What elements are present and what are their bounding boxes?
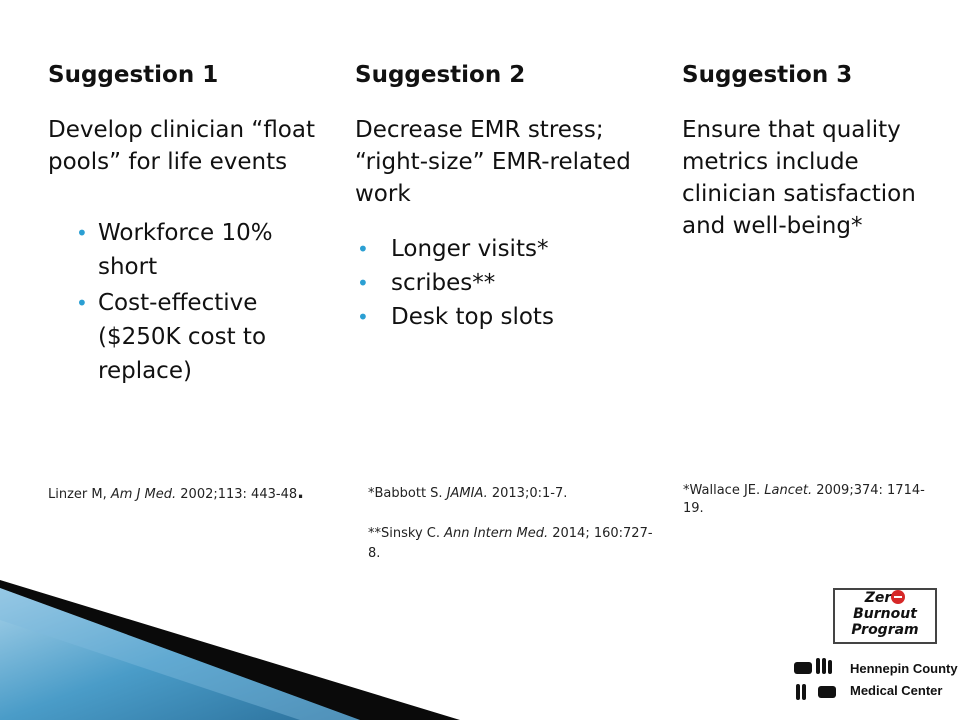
ref-author: *Babbott S. <box>368 486 447 501</box>
suggestion-1-bullets <box>48 216 328 388</box>
ref-citation: 2014; 160:727-8. <box>368 526 653 561</box>
bullet-dot-icon: • <box>357 237 369 261</box>
suggestion-1-column <box>48 58 328 390</box>
ref-journal: JAMIA. <box>446 486 488 501</box>
zero-logo-line3: Program <box>851 622 919 638</box>
zero-logo-line1: Zer <box>835 590 935 606</box>
ref-period: . <box>297 482 304 503</box>
hcmc-logo <box>792 656 958 706</box>
suggestion-2-bullets <box>355 232 645 334</box>
hands-icon <box>792 656 844 706</box>
bullet-text: Workforce 10% short <box>98 220 273 280</box>
hcmc-line2: Medical Center <box>850 683 943 698</box>
ref-author: **Sinsky C. <box>368 526 445 541</box>
hcmc-line1: Hennepin County <box>850 661 958 676</box>
suggestion-3-heading: Suggestion 3 <box>682 62 853 88</box>
footer-swoosh-decoration <box>0 580 460 720</box>
ref-journal: Ann Intern Med. <box>444 526 549 541</box>
reference-1 <box>48 480 318 508</box>
ref-author: Linzer M, <box>48 487 111 502</box>
list-item <box>355 266 645 300</box>
reference-3 <box>683 482 933 518</box>
bullet-text: Longer visits* <box>391 236 549 262</box>
list-item <box>355 232 645 266</box>
zero-logo-line2: Burnout <box>853 606 917 622</box>
zero-burnout-logo <box>833 588 937 644</box>
bullet-dot-icon: • <box>76 221 88 245</box>
bullet-text: Cost-effective ($250K cost to replace) <box>98 290 267 384</box>
hcmc-name <box>850 658 958 702</box>
bullet-dot-icon: • <box>357 271 369 295</box>
do-not-enter-icon <box>891 590 905 604</box>
list-item <box>355 300 645 334</box>
suggestion-2-body: Decrease EMR stress; “right-size” EMR-related work <box>355 117 631 207</box>
suggestion-2-column <box>355 58 645 334</box>
ref-citation: 2013;0:1-7. <box>487 486 568 501</box>
reference-2a <box>368 484 658 504</box>
suggestion-3-column <box>682 58 942 242</box>
suggestion-1-body: Develop clinician “float pools” for life events <box>48 117 315 175</box>
suggestion-3-body: Ensure that quality metrics include clinician satisfaction and well-being* <box>682 117 916 239</box>
reference-2b <box>368 524 658 564</box>
list-item <box>48 286 328 388</box>
ref-citation: 2002;113: 443-48 <box>176 487 298 502</box>
bullet-text: Desk top slots <box>391 304 554 330</box>
reference-2 <box>368 484 658 564</box>
bullet-text: scribes** <box>391 270 496 296</box>
ref-journal: Am J Med. <box>110 487 177 502</box>
suggestion-1-heading: Suggestion 1 <box>48 62 219 88</box>
ref-author: *Wallace JE. <box>683 483 765 498</box>
bullet-dot-icon: • <box>357 305 369 329</box>
ref-citation: 2009;374: 1714-19. <box>683 483 925 516</box>
list-item <box>48 216 328 284</box>
suggestion-2-heading: Suggestion 2 <box>355 62 526 88</box>
bullet-dot-icon: • <box>76 291 88 315</box>
ref-journal: Lancet. <box>764 483 813 498</box>
